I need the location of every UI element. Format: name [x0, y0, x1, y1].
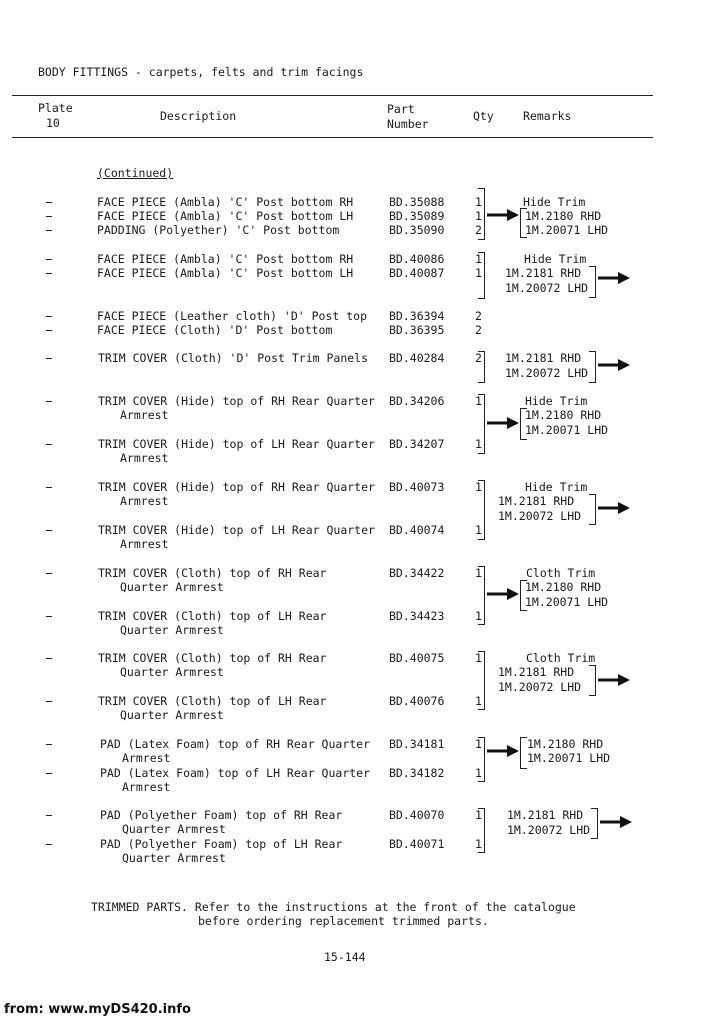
remark-bracket: [589, 494, 596, 525]
row-qty: 2: [475, 309, 482, 323]
row-qty: 1: [475, 808, 482, 822]
row-qty: 1: [475, 437, 482, 451]
remark-label: Hide Trim: [524, 252, 587, 266]
header-part: Part: [387, 102, 415, 116]
row-qty: 1: [475, 252, 482, 266]
row-qty: 1: [475, 394, 482, 408]
row-dash: [46, 530, 52, 531]
row-part-number: BD.36395: [389, 323, 445, 337]
row-part-number: BD.40070: [389, 808, 445, 822]
remark-line: 1M.2181 RHD: [498, 494, 575, 508]
qty-bracket: [478, 566, 485, 625]
row-description-cont: Armrest: [120, 451, 169, 466]
remark-label: Cloth Trim: [526, 566, 596, 580]
qty-bracket: [478, 351, 485, 383]
row-qty: 2: [475, 323, 482, 337]
remark-line: 1M.20072 LHD: [498, 509, 582, 523]
row-part-number: BD.35088: [389, 195, 445, 209]
header-plate-number: 10: [46, 116, 60, 130]
remark-line: 1M.20072 LHD: [507, 823, 591, 837]
row-part-number: BD.40074: [389, 523, 445, 537]
remark-line: 1M.2181 RHD: [505, 266, 582, 280]
row-description: TRIM COVER (Cloth) top of RH Rear: [98, 651, 327, 665]
row-qty: 1: [475, 195, 482, 209]
row-dash: [46, 844, 52, 845]
row-part-number: BD.40076: [389, 694, 445, 708]
row-description-cont: Quarter Armrest: [120, 708, 224, 723]
remark-line: 1M.2180 RHD: [525, 580, 602, 594]
remark-bracket: [589, 665, 596, 696]
row-qty: 1: [475, 651, 482, 665]
section-title: BODY FITTINGS - carpets, felts and trim facings: [38, 65, 364, 79]
remark-line: 1M.20072 LHD: [505, 366, 589, 380]
row-dash: [46, 316, 52, 317]
row-description: FACE PIECE (Ambla) 'C' Post bottom LH: [97, 266, 354, 280]
row-description: TRIM COVER (Hide) top of LH Rear Quarter: [98, 437, 375, 451]
row-description: FACE PIECE (Leather cloth) 'D' Post top: [97, 309, 368, 323]
row-qty: 1: [475, 566, 482, 580]
row-description: FACE PIECE (Ambla) 'C' Post bottom RH: [97, 252, 354, 266]
row-dash: [46, 616, 52, 617]
arrow-right-icon: [487, 745, 519, 757]
arrow-right-icon: [487, 588, 519, 600]
row-qty: 1: [475, 523, 482, 537]
arrow-right-icon: [487, 209, 519, 221]
remark-line: 1M.20071 LHD: [525, 223, 609, 237]
row-description: PAD (Polyether Foam) top of LH Rear: [100, 837, 343, 851]
row-dash: [46, 701, 52, 702]
row-description: TRIM COVER (Cloth) 'D' Post Trim Panels: [98, 351, 369, 365]
note-text: Refer to the instructions at the front of the catalogue: [187, 900, 576, 914]
row-description: PAD (Latex Foam) top of RH Rear Quarter: [100, 737, 371, 751]
row-part-number: BD.34181: [389, 737, 445, 751]
row-description-cont: Quarter Armrest: [122, 851, 226, 866]
row-part-number: BD.34206: [389, 394, 445, 408]
row-part-number: BD.35089: [389, 209, 445, 223]
row-description: FACE PIECE (Ambla) 'C' Post bottom RH: [97, 195, 354, 209]
header-description: Description: [160, 109, 237, 123]
qty-bracket: [478, 737, 485, 782]
row-part-number: BD.34423: [389, 609, 445, 623]
arrow-right-icon: [598, 359, 630, 371]
remark-label: Hide Trim: [525, 480, 588, 494]
row-part-number: BD.35090: [389, 223, 445, 237]
row-description: FACE PIECE (Ambla) 'C' Post bottom LH: [97, 209, 354, 223]
row-part-number: BD.40071: [389, 837, 445, 851]
row-part-number: BD.40087: [389, 266, 445, 280]
remark-bracket: [520, 737, 527, 769]
row-dash: [46, 773, 52, 774]
row-part-number: BD.40075: [389, 651, 445, 665]
row-part-number: BD.34182: [389, 766, 445, 780]
qty-bracket: [478, 188, 485, 240]
remark-bracket: [589, 351, 596, 383]
row-qty: 1: [475, 766, 482, 780]
row-description-cont: Armrest: [122, 751, 171, 766]
remark-line: 1M.20071 LHD: [527, 751, 611, 765]
row-part-number: BD.40086: [389, 252, 445, 266]
header-rule-bottom: [12, 137, 653, 138]
row-part-number: BD.40073: [389, 480, 445, 494]
row-description-cont: Quarter Armrest: [120, 665, 224, 680]
row-qty: 1: [475, 480, 482, 494]
row-qty: 2: [475, 223, 482, 237]
row-dash: [46, 573, 52, 574]
row-qty: 1: [475, 266, 482, 280]
remark-line: 1M.2180 RHD: [527, 737, 604, 751]
continued-label: (Continued): [97, 166, 174, 180]
row-description: TRIM COVER (Cloth) top of LH Rear: [98, 694, 327, 708]
qty-bracket: [478, 808, 485, 853]
remark-label: Hide Trim: [523, 195, 586, 209]
remark-line: 1M.2180 RHD: [525, 209, 602, 223]
row-description: PAD (Polyether Foam) top of RH Rear: [100, 808, 343, 822]
remark-line: 1M.2181 RHD: [505, 351, 582, 365]
arrow-right-icon: [598, 502, 630, 514]
remark-line: 1M.20072 LHD: [498, 680, 582, 694]
qty-bracket: [478, 252, 485, 299]
row-dash: [46, 259, 52, 260]
remark-line: 1M.20071 LHD: [525, 595, 609, 609]
row-description: TRIM COVER (Hide) top of RH Rear Quarter: [98, 394, 375, 408]
row-description: TRIM COVER (Cloth) top of LH Rear: [98, 609, 327, 623]
header-part-number: Number: [387, 117, 429, 131]
arrow-right-icon: [487, 417, 519, 429]
row-part-number: BD.34422: [389, 566, 445, 580]
row-description-cont: Armrest: [120, 408, 169, 423]
row-description-cont: Quarter Armrest: [120, 623, 224, 638]
row-qty: 2: [475, 351, 482, 365]
header-rule-top: [12, 95, 653, 96]
row-dash: [46, 487, 52, 488]
row-dash: [46, 744, 52, 745]
remark-label: Cloth Trim: [526, 651, 596, 665]
row-qty: 1: [475, 609, 482, 623]
header-remarks: Remarks: [523, 109, 572, 123]
row-description-cont: Quarter Armrest: [122, 822, 226, 837]
remark-line: 1M.20072 LHD: [505, 281, 589, 295]
qty-bracket: [478, 651, 485, 710]
row-part-number: BD.34207: [389, 437, 445, 451]
row-dash: [46, 358, 52, 359]
arrow-right-icon: [598, 674, 630, 686]
row-dash: [46, 815, 52, 816]
header-qty: Qty: [473, 109, 494, 123]
page-number: 15-144: [324, 950, 366, 964]
row-dash: [46, 444, 52, 445]
remark-line: 1M.2181 RHD: [507, 808, 584, 822]
row-dash: [46, 273, 52, 274]
row-description-cont: Quarter Armrest: [120, 580, 224, 595]
remark-label: Hide Trim: [525, 394, 588, 408]
header-plate: Plate: [38, 101, 73, 115]
row-dash: [46, 658, 52, 659]
remark-line: 1M.2181 RHD: [498, 665, 575, 679]
row-description-cont: Armrest: [120, 494, 169, 509]
row-description: TRIM COVER (Cloth) top of RH Rear: [98, 566, 327, 580]
trimmed-parts-note: [91, 900, 576, 914]
source-footer: from: www.myDS420.info: [4, 1002, 191, 1017]
row-dash: [46, 401, 52, 402]
row-description: PAD (Latex Foam) top of LH Rear Quarter: [100, 766, 371, 780]
row-dash: [46, 230, 52, 231]
note-text-line2: before ordering replacement trimmed parts.: [198, 914, 489, 928]
row-description: TRIM COVER (Hide) top of RH Rear Quarter: [98, 480, 375, 494]
arrow-right-icon: [600, 816, 632, 828]
row-dash: [46, 202, 52, 203]
arrow-right-icon: [598, 272, 630, 284]
row-description-cont: Armrest: [120, 537, 169, 552]
row-dash: [46, 216, 52, 217]
qty-bracket: [478, 394, 485, 454]
remark-line: 1M.2180 RHD: [525, 408, 602, 422]
row-description: TRIM COVER (Hide) top of LH Rear Quarter: [98, 523, 375, 537]
row-qty: 1: [475, 209, 482, 223]
row-qty: 1: [475, 837, 482, 851]
row-dash: [46, 330, 52, 331]
row-qty: 1: [475, 694, 482, 708]
remark-bracket: [589, 266, 596, 298]
row-description-cont: Armrest: [122, 780, 171, 795]
note-lead: TRIMMED PARTS.: [91, 900, 188, 914]
row-part-number: BD.36394: [389, 309, 445, 323]
row-qty: 1: [475, 737, 482, 751]
row-description: PADDING (Polyether) 'C' Post bottom: [97, 223, 340, 237]
row-description: FACE PIECE (Cloth) 'D' Post bottom: [97, 323, 333, 337]
qty-bracket: [478, 480, 485, 540]
remark-line: 1M.20071 LHD: [525, 423, 609, 437]
row-part-number: BD.40284: [389, 351, 445, 365]
remark-bracket: [591, 808, 598, 839]
